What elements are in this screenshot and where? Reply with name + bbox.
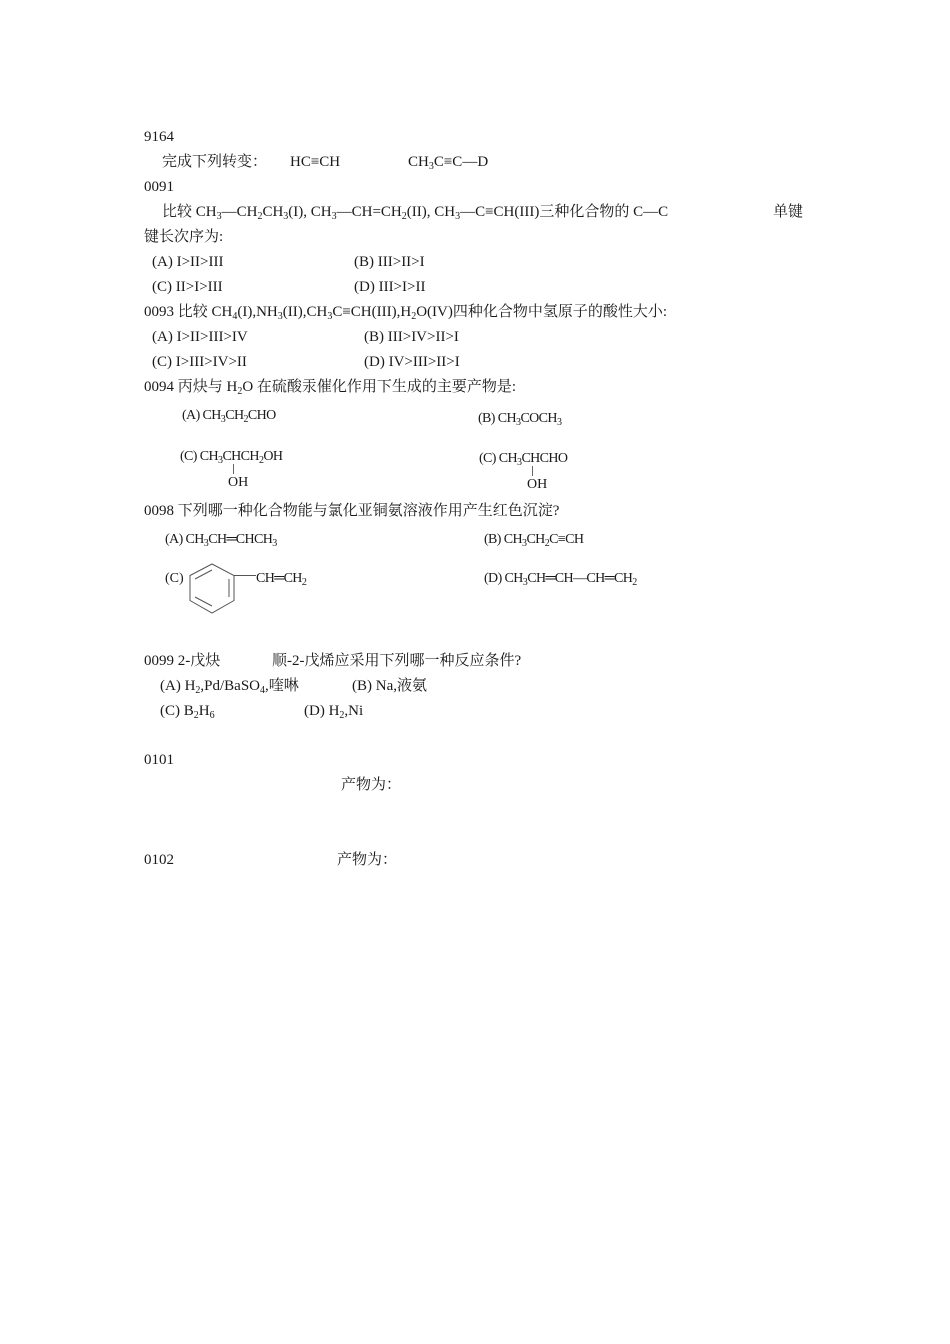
bond-line [233,464,234,474]
question-9164-prompt: 完成下列转变： [162,154,268,170]
question-number-0102: 0102 [144,852,174,868]
question-0094-text: 0094 丙炔与 $H_2O$ 在硫酸汞催化作用下生成的主要产物是: [144,379,517,397]
question-0098-option-b: (B) $CH_3CH_2C\equiv CH$ [484,532,584,549]
question-0093-option-a: (A) I>II>III>IV [152,329,248,345]
question-number-0091: 0091 [144,179,174,195]
question-0091-text-line2: 键长次序为: [144,229,224,245]
question-0098-option-c-substituent: $CH═CH_2$ [256,571,307,588]
question-0094-option-d: (C) $CH_3CHCHO$ [479,451,568,468]
question-0098-text: 0098 下列哪一种化合物能与氯化亚铜氨溶液作用产生红色沉淀? [144,503,560,519]
question-number-0099: 0099 [144,653,174,669]
question-0094-option-c-branch: OH [228,475,249,490]
question-0102-product-label: 产物为： [337,852,398,868]
question-0099-option-b: (B) Na,液氨 [352,678,427,694]
question-0093-option-d: (D) IV>III>II>I [364,354,460,370]
question-0099-text-1: 0099 2-戊炔 [144,653,221,669]
question-0098-option-d: (D) $CH_3CH═CH—CH═CH_2$ [484,571,637,588]
question-0093-option-c: (C) I>III>IV>II [152,354,247,370]
question-0094-option-a: (A) $CH_3CH_2CHO$ [182,408,276,425]
question-0101-product-label: 产物为： [341,777,402,793]
bond-line [532,466,533,476]
question-0099-option-a: (A) $H_2,Pd/BaSO_4$,喹啉 [160,678,299,696]
question-0091-option-d: (D) III>I>II [354,279,426,295]
question-0091-text: 比较 $CH_3—CH_2CH_3(I)$, $CH_3—CH=CH_2(II)$, $CH_3—C\equiv CH(III)$三种化合物的 C—C [162,204,669,222]
question-0093-text: 0093 比较 $CH_4(I),NH_3(II),CH_3C\equiv CH(III),H_2O(IV)$四种化合物中氢原子的酸性大小: [144,304,668,322]
question-0093-option-b: (B) III>IV>II>I [364,329,459,345]
question-0099-text-2: 顺-2-戊烯应采用下列哪一种反应条件? [272,653,522,669]
question-0098-option-a: (A) $CH_3CH═CHCH_3$ [165,532,277,549]
question-number-0093: 0093 [144,304,174,320]
question-0091-text-end: 单键 [773,204,804,220]
question-0094-option-d-branch: OH [527,477,548,492]
question-number-9164: 9164 [144,129,174,145]
question-9164-start-compound: HC≡CH [290,154,341,170]
benzene-ring-structure [186,562,258,616]
question-number-0098: 0098 [144,503,174,519]
question-9164-target-compound: $CH_3C\equiv C—D$ [408,154,489,172]
question-0099-option-d: (D) $H_2,Ni$ [304,703,364,721]
question-0091-option-c: (C) II>I>III [152,279,223,295]
question-0091-option-b: (B) III>II>I [354,254,425,270]
question-0091-option-a: (A) I>II>III [152,254,224,270]
question-0094-option-c: (C) $CH_3CHCH_2OH$ [180,449,283,466]
question-0098-option-c-label: (C) [165,571,184,586]
question-number-0101: 0101 [144,752,174,768]
question-number-0094: 0094 [144,379,174,395]
question-0094-option-b: (B) $CH_3COCH_3$ [478,411,562,428]
question-0099-option-c: (C) $B_2H_6$ [160,703,215,721]
